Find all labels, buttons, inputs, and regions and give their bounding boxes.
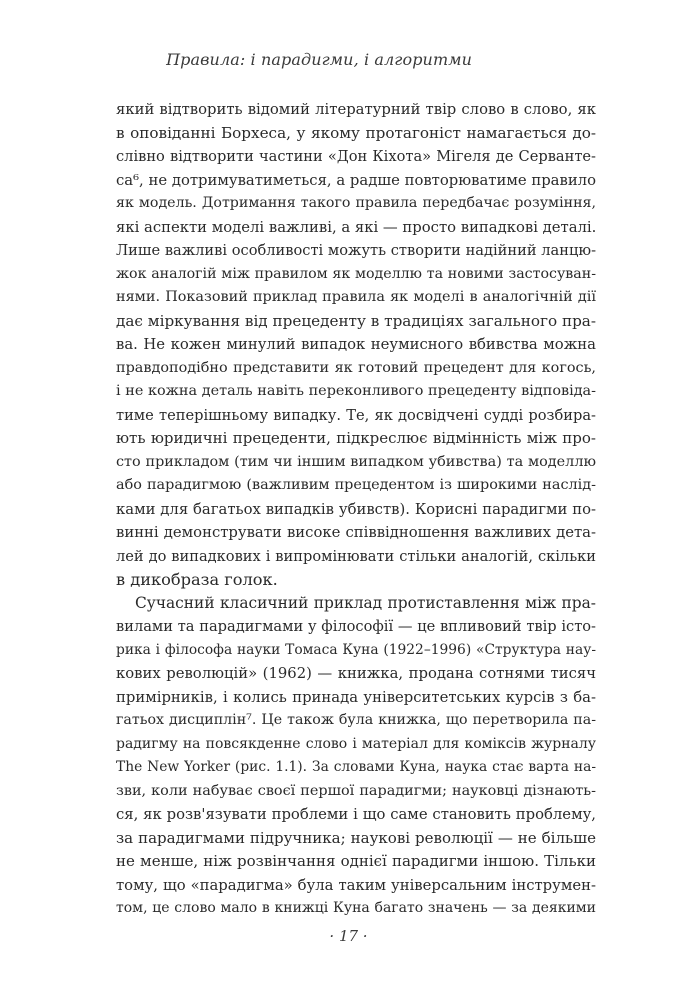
text-line: тиме теперішньому випадку. Те, як досвідчені судді розбира- xyxy=(116,406,596,424)
text-line: Сучасний класичний приклад протиставлення між пра- xyxy=(135,593,596,612)
text-line: сто прикладом (тим чи іншим випадком убивства) та моделлю xyxy=(116,453,596,470)
text-line: в оповіданні Борхеса, у якому протагоніст намагається до- xyxy=(116,123,596,142)
text-line: Лише важливі особливості можуть створити надійний ланцю- xyxy=(116,242,596,259)
text-line: правдоподібно представити як готовий прецедент для когось, xyxy=(116,359,596,376)
text-line: ками для багатьох випадків убивств). Корисні парадигми по- xyxy=(116,500,596,518)
text-line: слівно відтворити частини «Дон Кіхота» Мігеля де Серванте- xyxy=(116,148,596,165)
text-line: за парадигмами підручника; наукові революції — не більше xyxy=(116,828,596,847)
text-line: жок аналогій між правилом як моделлю та новими застосуван- xyxy=(116,265,596,282)
text-line: тому, що «парадигма» була таким універсальним інструмен- xyxy=(116,876,596,894)
text-line: лей до випадкових і випромінювати стільки аналогій, скільки xyxy=(116,547,596,565)
text-line: The New Yorker (рис. 1.1). За словами Куна, наука стає варта на- xyxy=(116,759,596,775)
text-line: в дикобраза голок. xyxy=(116,570,278,589)
text-line: і не кожна деталь навіть переконливого прецеденту відповіда- xyxy=(116,383,596,399)
text-line: не менше, ніж розвінчання однієї парадигми іншою. Тільки xyxy=(116,852,596,870)
text-line: ва. Не кожен минулий випадок неумисного вбивства можна xyxy=(116,336,596,353)
text-line: які аспекти моделі важливі, а які — просто випадкові деталі. xyxy=(116,218,597,236)
text-line: радигму на повсякденне слово і матеріал для коміксів журналу xyxy=(116,735,596,752)
text-line: винні демонструвати високе співвідношення важливих дета- xyxy=(116,524,596,541)
text-line: який відтворить відомий літературний твір слово в слово, як xyxy=(116,101,596,118)
text-line: рика і філософа науки Томаса Куна (1922–1996) «Структура нау- xyxy=(116,641,596,658)
text-line: нями. Показовий приклад правила як моделі в аналогічній дії xyxy=(116,289,596,305)
text-line: том, це слово мало в книжці Куна багато значень — за деякими xyxy=(116,900,596,916)
running-header: Правила: і парадигми, і алгоритми xyxy=(166,50,472,69)
text-line: ють юридичні прецеденти, підкреслює відмінність між про- xyxy=(116,429,596,447)
text-line: примірників, і колись принада університетських курсів з ба- xyxy=(116,688,596,706)
text-line: кових революцій» (1962) — книжка, продана сотнями тисяч xyxy=(116,665,596,682)
text-line: са⁶, не дотримуватиметься, а радше повторюватиме правило xyxy=(116,171,596,189)
page-number: · 17 · xyxy=(329,927,368,945)
body-text xyxy=(116,98,596,921)
text-line: ся, як розв'язувати проблеми і що саме становить проблему, xyxy=(116,806,596,823)
text-line: вилами та парадигмами у філософії — це впливовий твір істо- xyxy=(116,618,596,635)
text-line: дає міркування від прецеденту в традиціях загального пра- xyxy=(116,311,596,330)
text-line: як модель. Дотримання такого правила передбачає розуміння, xyxy=(116,195,596,211)
text-line: або парадигмою (важливим прецедентом із широкими наслід- xyxy=(116,477,596,493)
text-line: гатьох дисциплін⁷. Це також була книжка, що перетворила па- xyxy=(116,712,596,728)
text-line: зви, коли набуває своєї першої парадигми; науковці дізнають- xyxy=(116,782,596,799)
